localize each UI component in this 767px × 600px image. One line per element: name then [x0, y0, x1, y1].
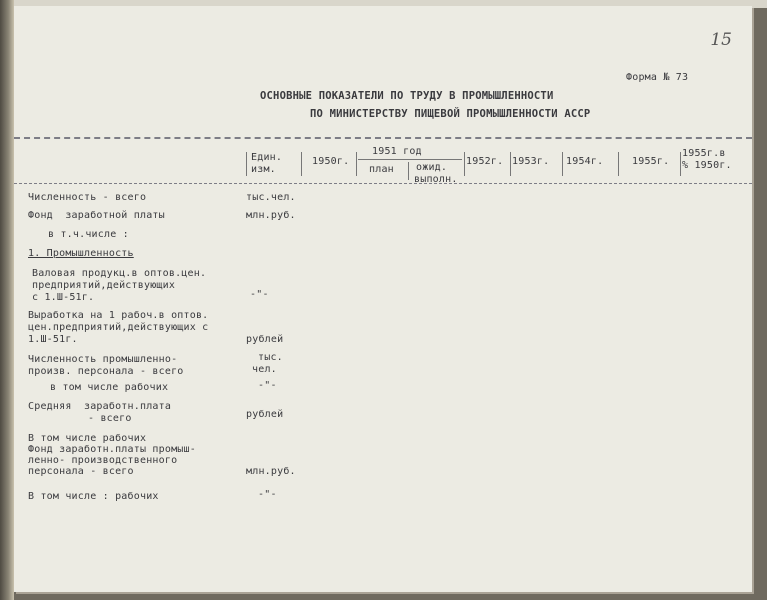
col-divider	[408, 162, 409, 180]
header-ratio-2: % 1950г.	[682, 160, 732, 171]
row-label: предприятий,действующих	[32, 280, 176, 291]
row-unit: -"-	[258, 489, 277, 500]
row-label: Валовая продукц.в оптов.цен.	[32, 268, 207, 279]
header-1952: 1952г.	[466, 156, 504, 167]
header-plan: план	[369, 164, 394, 175]
col-divider	[301, 152, 302, 176]
row-unit: -"-	[250, 289, 269, 300]
row-label: В том числе : рабочих	[28, 491, 159, 502]
row-unit: рублей	[246, 334, 284, 345]
row-label: Фонд заработной платы	[28, 210, 165, 221]
col-divider	[618, 152, 619, 176]
row-unit: тыс.чел.	[246, 192, 296, 203]
row-label: персонала - всего	[28, 466, 134, 477]
col-divider	[246, 152, 247, 176]
header-1950: 1950г.	[312, 156, 350, 167]
header-ratio-1: 1955г.в	[682, 148, 726, 159]
page-number: 15	[710, 30, 732, 50]
col-divider	[464, 152, 465, 176]
title-line2: ПО МИНИСТЕРСТВУ ПИЩЕВОЙ ПРОМЫШЛЕННОСТИ АССР	[310, 108, 591, 120]
row-label: ленно- производственного	[28, 455, 178, 466]
header-expected-1: ожид.	[416, 162, 448, 173]
header-1951: 1951 год	[372, 146, 422, 157]
row-label: В том числе рабочих	[28, 433, 147, 444]
header-1953: 1953г.	[512, 156, 550, 167]
row-label: Средняя заработн.плата	[28, 401, 172, 412]
header-top-rule	[14, 137, 752, 139]
row-label: Выработка на 1 рабоч.в оптов.	[28, 310, 209, 321]
binder-edge	[0, 0, 14, 600]
row-label: произв. персонала - всего	[28, 366, 184, 377]
form-label: Форма № 73	[626, 72, 689, 83]
row-label: с 1.Ш-51г.	[32, 292, 95, 303]
row-unit: рублей	[246, 409, 284, 420]
col-divider	[510, 152, 511, 176]
row-unit: млн.руб.	[246, 466, 296, 477]
col-divider	[562, 152, 563, 176]
row-label: - всего	[88, 413, 132, 424]
row-label: 1.Ш-51г.	[28, 334, 78, 345]
row-unit: млн.руб.	[246, 210, 296, 221]
row-label: Численность - всего	[28, 192, 147, 203]
row-unit: тыс.	[258, 352, 283, 363]
header-1951-rule	[358, 159, 462, 160]
header-1954: 1954г.	[566, 156, 604, 167]
col-divider	[356, 152, 357, 176]
header-bottom-rule	[14, 183, 752, 184]
row-label: Численность промышленно-	[28, 354, 178, 365]
header-1955: 1955г.	[632, 156, 670, 167]
row-label: Фонд заработн.платы промыш-	[28, 444, 196, 455]
document-sheet	[14, 6, 752, 592]
title-line1: ОСНОВНЫЕ ПОКАЗАТЕЛИ ПО ТРУДУ В ПРОМЫШЛЕННОСТИ	[260, 90, 554, 102]
header-unit-1: Един.	[251, 152, 283, 163]
header-expected-2: выполн.	[414, 174, 458, 185]
row-label: цен.предприятий,действующих с	[28, 322, 209, 333]
header-unit-2: изм.	[251, 164, 276, 175]
row-label: в т.ч.числе :	[48, 229, 129, 240]
row-unit: чел.	[252, 364, 277, 375]
row-label: в том числе рабочих	[50, 382, 169, 393]
row-label: 1. Промышленность	[28, 248, 134, 259]
col-divider	[680, 152, 681, 176]
row-unit: -"-	[258, 380, 277, 391]
